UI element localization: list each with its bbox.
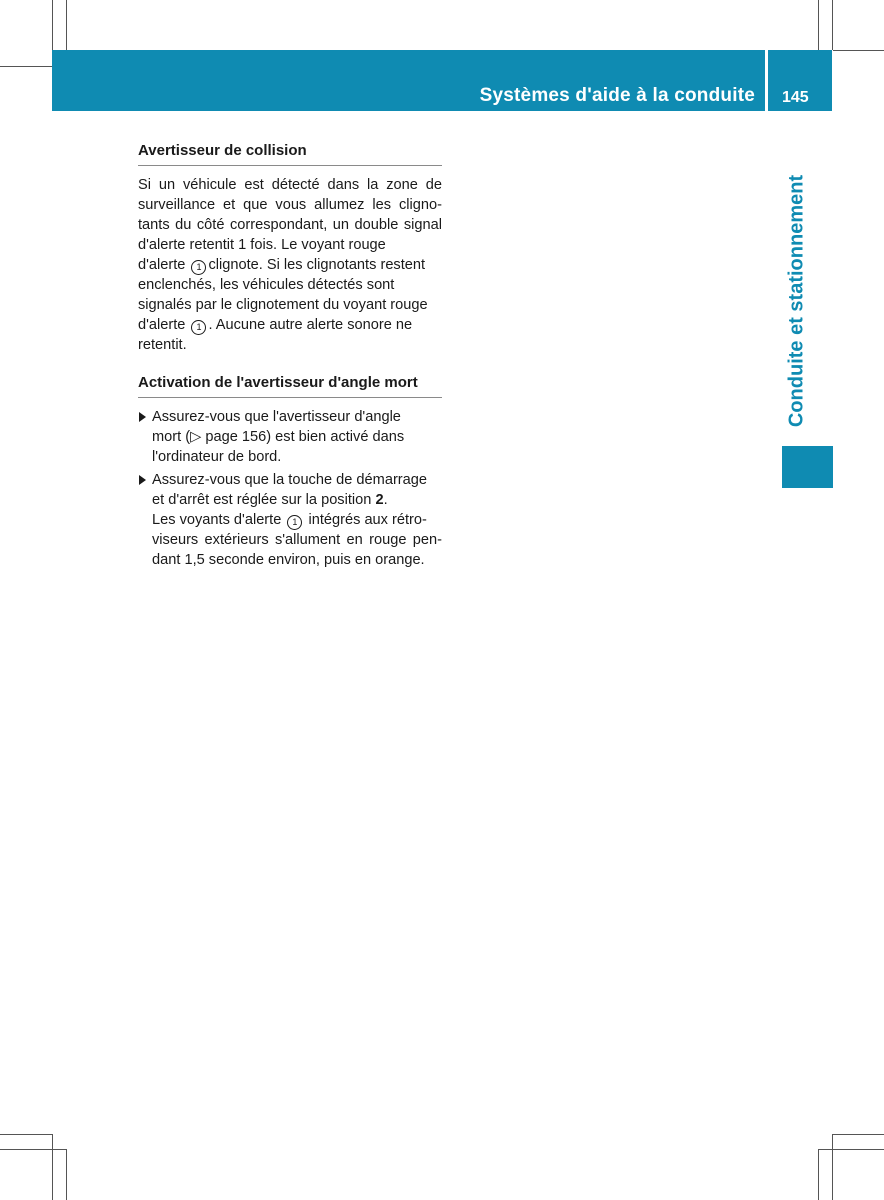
crop-mark [0, 1149, 66, 1150]
section-heading: Avertisseur de collision [138, 141, 442, 166]
triangle-bullet-icon [139, 475, 146, 485]
text-line [152, 490, 442, 510]
crop-mark [52, 0, 53, 50]
section-heading: Activation de l'avertisseur d'angle mort [138, 373, 442, 398]
text-line: l'ordinateur de bord. [152, 449, 282, 465]
text-fragment: . Aucune autre alerte sonore ne [208, 317, 413, 333]
crop-mark [66, 1149, 67, 1200]
crop-mark [52, 1134, 53, 1200]
text-fragment: . [383, 492, 388, 508]
main-content [138, 141, 442, 573]
crop-mark [818, 0, 819, 50]
crop-mark [818, 1149, 819, 1200]
text-line [138, 315, 442, 335]
text-fragment: intégrés aux rétro- [308, 512, 427, 528]
instruction-step [138, 407, 442, 467]
text-line: Si un véhicule est détecté dans la zone de [138, 177, 442, 193]
text-fragment: d'alerte [138, 317, 186, 333]
page-number: 145 [782, 89, 809, 106]
page-title: Systèmes d'aide à la conduite [479, 85, 755, 106]
text-line: Assurez-vous que l'avertisseur d'angle [152, 409, 401, 425]
text-line: mort (▷ page 156) est bien activé dans [152, 429, 405, 445]
chapter-marker-block [782, 446, 833, 488]
triangle-bullet-icon [139, 412, 146, 422]
text-fragment: Les voyants d'alerte [152, 512, 282, 528]
text-line: retentit. [138, 337, 187, 353]
circled-number-1-icon: 1 [191, 320, 206, 335]
crop-mark [833, 50, 884, 51]
section-paragraph [138, 175, 442, 355]
text-line: enclenchés, les véhicules détectés sont [138, 277, 395, 293]
text-fragment: d'alerte [138, 257, 186, 273]
text-line: surveillance et que vous allumez les cligno- [138, 197, 442, 213]
header-bar [52, 50, 765, 111]
instruction-list [138, 407, 442, 570]
position-value: 2 [375, 492, 384, 508]
crop-mark [832, 1134, 884, 1135]
crop-mark [818, 1149, 884, 1150]
chapter-tab-label: Conduite et stationnement [785, 174, 808, 428]
text-line: dant 1,5 seconde environ, puis en orange. [152, 552, 425, 568]
crop-mark [832, 0, 833, 50]
circled-number-1-icon: 1 [287, 515, 302, 530]
crop-mark [0, 1134, 52, 1135]
text-line: viseurs extérieurs s'allument en rouge pen- [152, 532, 442, 548]
text-line [152, 510, 442, 530]
page-number-box [768, 50, 832, 111]
circled-number-1-icon: 1 [191, 260, 206, 275]
text-fragment: clignote. Si les clignotants restent [208, 257, 426, 273]
text-fragment: et d'arrêt est réglée sur la position [152, 492, 372, 508]
crop-mark [832, 1134, 833, 1200]
text-line: tants du côté correspondant, un double signal [138, 217, 442, 233]
text-line [138, 255, 442, 275]
text-line: Assurez-vous que la touche de démarrage [152, 472, 428, 488]
chapter-tab [780, 160, 814, 442]
text-line: signalés par le clignotement du voyant rouge [138, 297, 428, 313]
crop-mark [0, 66, 52, 67]
instruction-step [138, 470, 442, 570]
crop-mark [66, 0, 67, 50]
text-line: d'alerte retentit 1 fois. Le voyant rouge [138, 237, 386, 253]
